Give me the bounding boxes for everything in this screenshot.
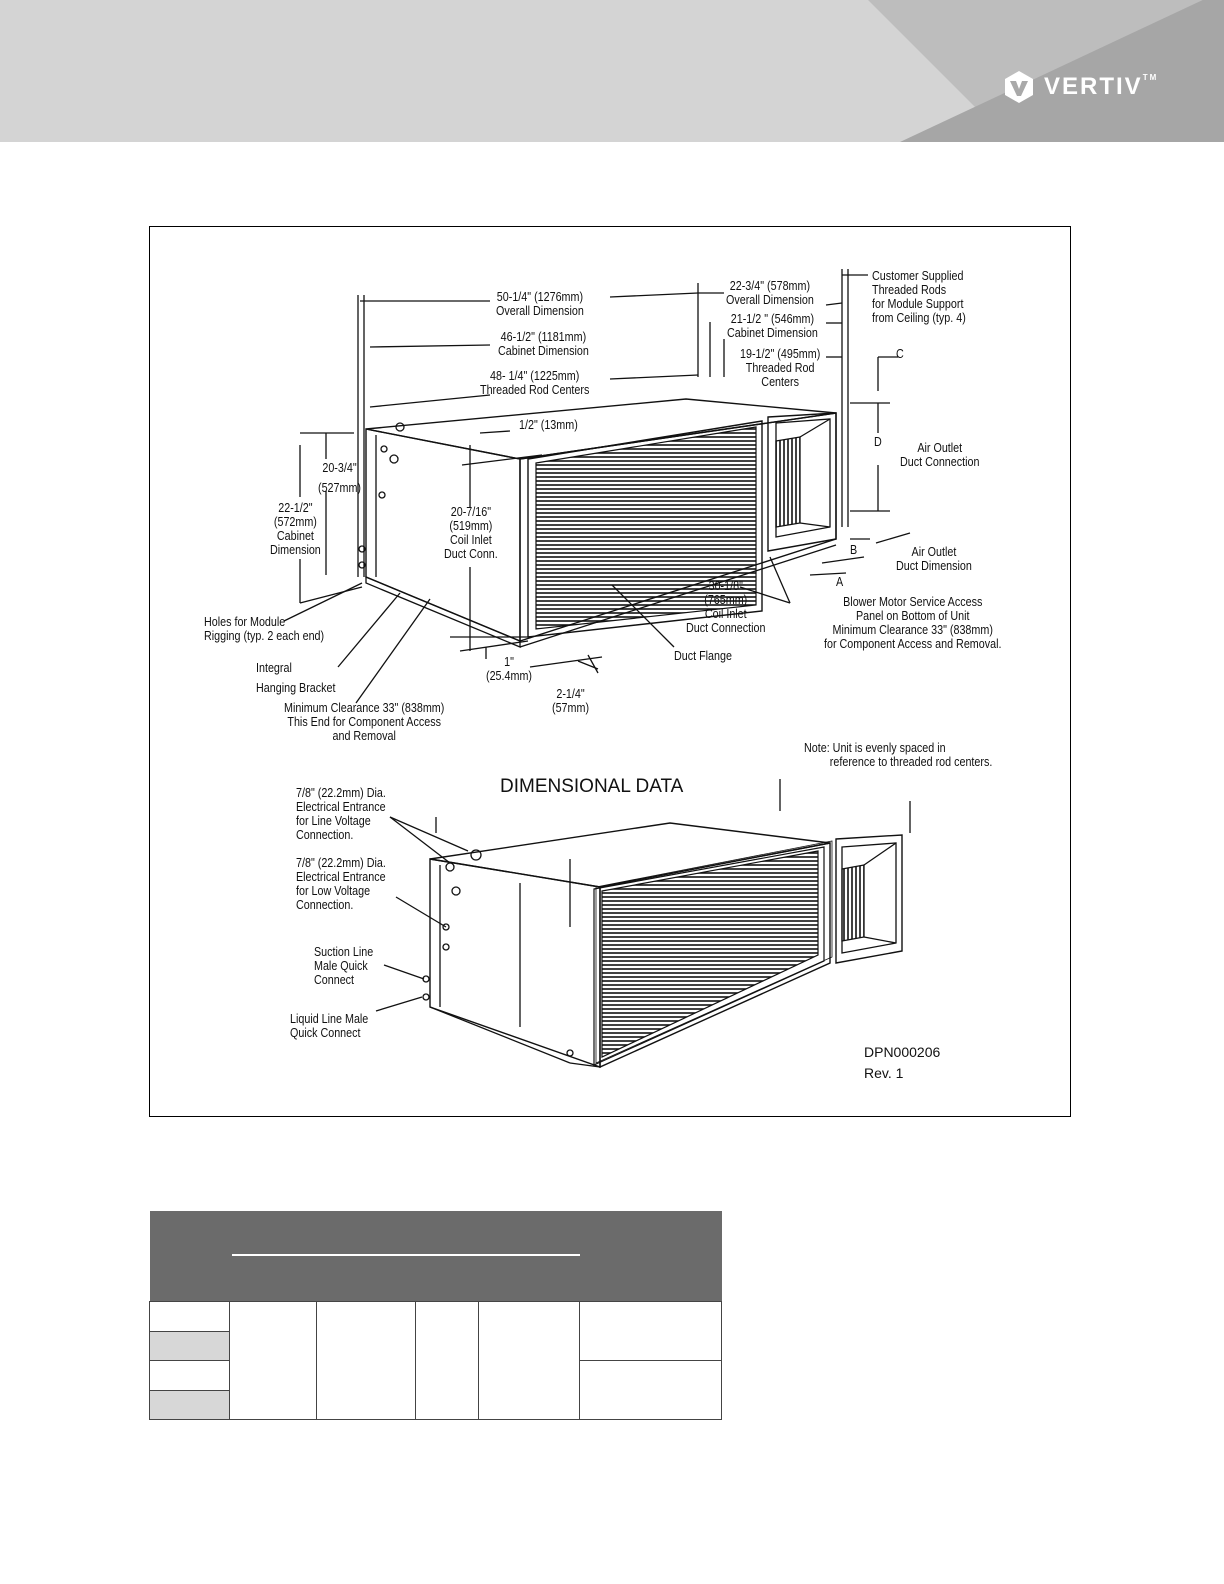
table-header-group (230, 1211, 580, 1256)
letter-b: B (850, 543, 858, 557)
table-header-col-d (479, 1256, 580, 1302)
rod-centers-label: 48- 1/4" (1225mm) Threaded Rod Centers (480, 369, 590, 397)
liquid-line-label: Liquid Line Male Quick Connect (290, 1012, 369, 1040)
blower-access-label: Blower Motor Service Access Panel on Bottom of Unit Minimum Clearance 33" (838mm) for Component Access and Removal. (824, 595, 1002, 651)
document-number: DPN000206 Rev. 1 (864, 1044, 941, 1081)
air-outlet-duct-label: Air Outlet Duct Connection (900, 441, 980, 469)
min-clearance-end-label: Minimum Clearance 33" (838mm) This End for Component Access and Removal (284, 701, 445, 743)
brand-name: VERTIV™ (1044, 73, 1159, 100)
cabinet-height-label: 22-1/2" (572mm) Cabinet Dimension (270, 501, 321, 557)
table-header-model (150, 1211, 230, 1302)
table-cell-weight-1 (580, 1302, 722, 1361)
spacing-note: Note: Unit is evenly spaced in reference to threaded rod centers. (804, 741, 993, 769)
side-cabinet-label: 21-1/2 " (546mm) Cabinet Dimension (727, 312, 818, 340)
rigging-holes-label: Holes for Module Rigging (typ. 2 each end) (204, 615, 325, 643)
table-header-col-c (416, 1256, 479, 1302)
air-outlet-dimension-label: Air Outlet Duct Dimension (896, 545, 972, 573)
page-header (0, 0, 1224, 142)
table-row-2-model (150, 1332, 230, 1361)
table-header-weight (580, 1211, 722, 1302)
table-row-1-model (150, 1302, 230, 1332)
letter-d: D (874, 435, 882, 449)
customer-rods-label: Customer Supplied Threaded Rods for Module Support from Ceiling (typ. 4) (872, 269, 966, 325)
line-voltage-entrance-label: 7/8" (22.2mm) Dia. Electrical Entrance for Line Voltage Connection. (296, 786, 386, 842)
letter-c: C (896, 347, 904, 361)
table-cell-b (317, 1302, 416, 1420)
coil-inlet-height-label: 20-7/16" (519mm) Coil Inlet Duct Conn. (444, 505, 498, 561)
low-voltage-entrance-label: 7/8" (22.2mm) Dia. Electrical Entrance for Low Voltage Connection. (296, 856, 386, 912)
dimensional-drawing (149, 226, 1071, 1117)
duct-flange-label: Duct Flange (674, 649, 732, 663)
height-20-3-4-label: 20-3/4" (527mm) (318, 461, 362, 495)
coil-inlet-width-label: 30-1/8" (765mm) Coil Inlet Duct Connection (686, 579, 766, 635)
table-row-4-model (150, 1391, 230, 1420)
table-cell-d (479, 1302, 580, 1420)
vertiv-v-hexagon-icon (1002, 70, 1036, 104)
table-cell-weight-2 (580, 1361, 722, 1420)
suction-line-label: Suction Line Male Quick Connect (314, 945, 374, 987)
hanging-bracket-label: Integral Hanging Bracket (256, 661, 336, 695)
one-inch-label: 1" (25.4mm) (486, 655, 532, 683)
side-rod-label: 19-1/2" (495mm) Threaded Rod Centers (740, 347, 821, 389)
two-quarter-inch-label: 2-1/4" (57mm) (552, 687, 590, 715)
cabinet-dimension-label: 46-1/2" (1181mm) Cabinet Dimension (498, 330, 589, 358)
table-header-col-a (230, 1256, 317, 1302)
table-header-col-b (317, 1256, 416, 1302)
half-inch-label: 1/2" (13mm) (519, 418, 578, 432)
overall-dimension-label: 50-1/4" (1276mm) Overall Dimension (496, 290, 584, 318)
dimension-table (149, 1211, 722, 1420)
table-row-3-model (150, 1361, 230, 1391)
side-overall-label: 22-3/4" (578mm) Overall Dimension (726, 279, 814, 307)
letter-a: A (836, 575, 844, 589)
vertiv-logo (1002, 70, 1158, 104)
figure-title: DIMENSIONAL DATA (500, 776, 684, 797)
table-cell-c (416, 1302, 479, 1420)
table-cell-a (230, 1302, 317, 1420)
